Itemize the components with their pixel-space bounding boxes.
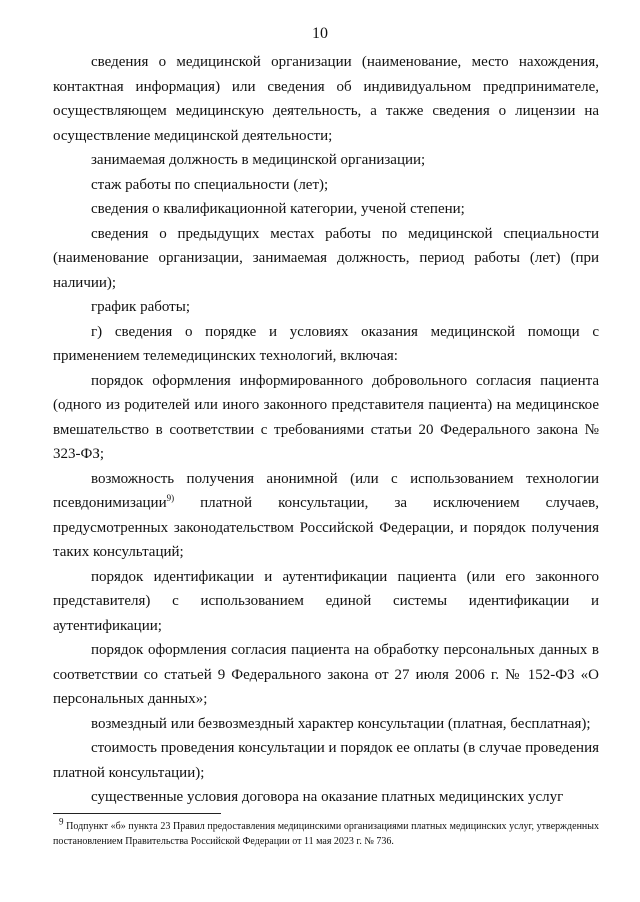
paragraph: возмездный или безвозмездный характер консультации (платная, бесплатная); [91, 715, 591, 732]
footnote-text: Подпункт «б» пункта 23 Правил предоставления медицинскими организациями платных медицинских услуг, утвержденных постановлением Правительства Российской Федерации от 11 мая 2023 г. № 736. [53, 821, 599, 847]
footnote-reference: 9) [166, 493, 175, 503]
footnote-separator [53, 813, 221, 814]
paragraph-text-after-footnote: платной консультации, за исключением случаев, предусмотренных законодательством Российской Федерации, и порядок получения таких консультаций; [53, 495, 599, 560]
paragraph: стаж работы по специальности (лет); [91, 176, 329, 193]
paragraph-text-before-footnote: возможность получения анонимной (или с использованием технологии псевдонимизации [53, 470, 599, 511]
paragraph: график работы; [91, 299, 190, 315]
paragraph: существенные условия договора на оказание платных медицинских услуг [91, 789, 564, 805]
paragraph: стоимость проведения консультации и порядок ее оплаты (в случае проведения платной консультации); [53, 740, 599, 781]
paragraph: порядок оформления согласия пациента на обработку персональных данных в соответствии со статьей 9 Федерального закона от 27 июля 2006 г. № 152-ФЗ «О персональных данных»; [53, 642, 599, 707]
paragraph: сведения о медицинской организации (наименование, место нахождения, контактная информация) или сведения об индивидуальном предпринимателе, осуществляющем медицинскую деятельность, а также сведения о лицензии на осуществление медицинской деятельности; [53, 54, 599, 144]
paragraph: сведения о квалификационной категории, ученой степени; [91, 201, 465, 217]
paragraph-with-footnote [53, 467, 599, 565]
page-number: 10 [312, 25, 328, 42]
document-body [53, 50, 599, 810]
paragraph: г) сведения о порядке и условиях оказания медицинской помощи с применением телемедицинских технологий, включая: [53, 323, 599, 364]
paragraph: сведения о предыдущих местах работы по медицинской специальности (наименование организации, занимаемая должность, период работы (лет) (при наличии); [53, 225, 599, 291]
paragraph: занимаемая должность в медицинской организации; [91, 152, 426, 168]
footnote-marker: 9 [59, 816, 64, 827]
footnote [53, 816, 599, 849]
paragraph: порядок идентификации и аутентификации пациента (или его законного представителя) с использованием единой системы идентификации и аутентификации; [53, 568, 599, 634]
paragraph: порядок оформления информированного добровольного согласия пациента (одного из родителей или иного законного представителя пациента) на медицинское вмешательство в соответствии с требованиями статьи 20 Федерального закона № 323-ФЗ; [53, 372, 599, 462]
